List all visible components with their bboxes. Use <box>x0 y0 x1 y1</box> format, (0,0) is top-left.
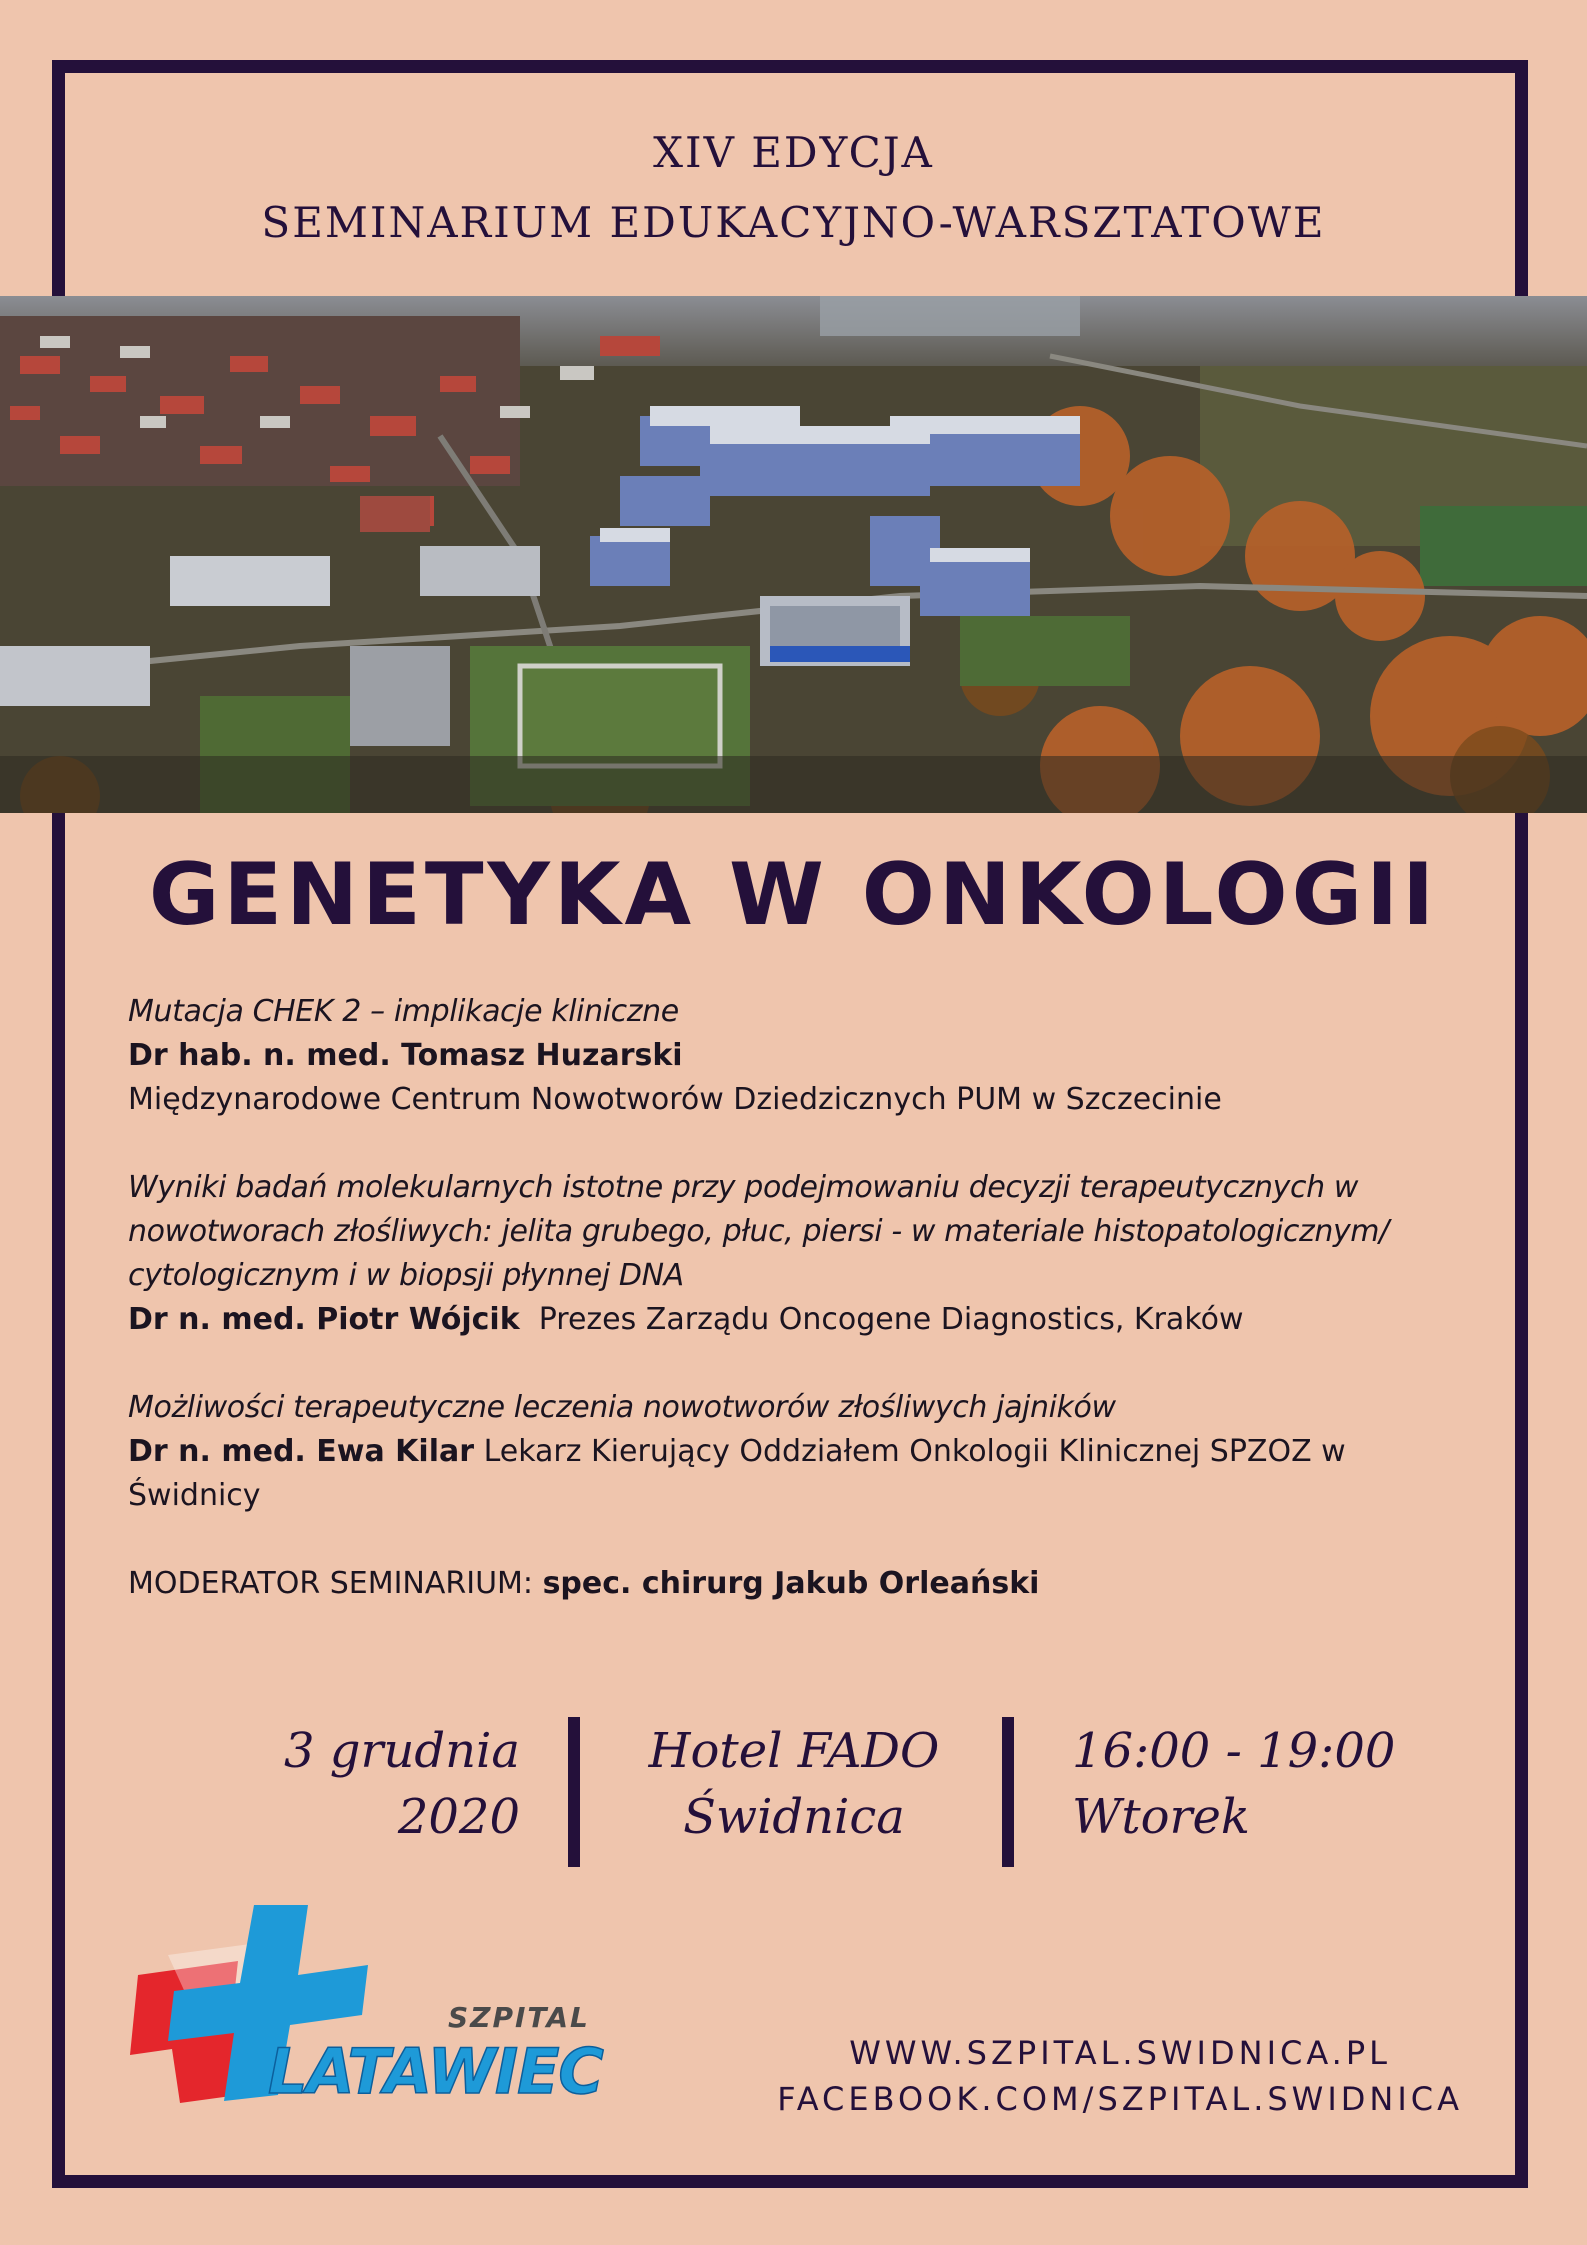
date-day: 3 grudnia <box>284 1723 520 1779</box>
logo-text-main: LATAWIEC <box>268 2035 603 2108</box>
program-content <box>128 990 1478 1606</box>
moderator-name: spec. chirurg Jakub Orleański <box>542 1566 1040 1601</box>
talk-speaker: Dr hab. n. med. Tomasz Huzarski <box>128 1038 683 1073</box>
seminar-title: GENETYKA W ONKOLOGII <box>148 845 1439 945</box>
seminar-type: SEMINARIUM EDUKACYJNO-WARSZTATOWE <box>261 198 1326 247</box>
event-place <box>600 1718 988 1870</box>
talk-speaker: Dr n. med. Ewa Kilar <box>128 1434 475 1469</box>
talk-2 <box>128 1166 1478 1342</box>
date-year: 2020 <box>397 1789 520 1845</box>
place-venue: Hotel FADO <box>648 1723 940 1779</box>
aerial-hospital-photo <box>0 296 1587 813</box>
talk-affiliation: Międzynarodowe Centrum Nowotworów Dziedzicznych PUM w Szczecinie <box>128 1082 1222 1117</box>
moderator-label: MODERATOR SEMINARIUM: <box>128 1566 534 1601</box>
talk-topic: Możliwości terapeutyczne leczenia nowotworów złośliwych jajników <box>128 1390 1116 1425</box>
talk-topic-line: nowotworach złośliwych: jelita grubego, płuc, piersi - w materiale histopatologicznym/ <box>128 1214 1389 1249</box>
logo-text-top: SZPITAL <box>448 2001 590 2034</box>
separator <box>1002 1717 1014 1867</box>
time-hours: 16:00 - 19:00 <box>1072 1723 1396 1779</box>
talk-1 <box>128 990 1478 1122</box>
moderator-line <box>128 1562 1478 1606</box>
talk-speaker: Dr n. med. Piotr Wójcik <box>128 1302 520 1337</box>
talk-3 <box>128 1386 1478 1518</box>
place-city: Świdnica <box>683 1789 905 1845</box>
talk-affiliation: Lekarz Kierujący Oddziałem Onkologii Klinicznej SPZOZ w Świdnicy <box>128 1434 1346 1513</box>
contact-links <box>777 2030 1463 2122</box>
talk-topic-line: cytologicznym i w biopsji płynnej DNA <box>128 1258 684 1293</box>
time-weekday: Wtorek <box>1072 1789 1250 1845</box>
event-date <box>150 1718 520 1870</box>
talk-affiliation: Prezes Zarządu Oncogene Diagnostics, Kraków <box>538 1302 1244 1337</box>
hospital-logo <box>128 1895 668 2135</box>
event-time <box>1072 1718 1472 1870</box>
separator <box>568 1717 580 1867</box>
poster-header <box>0 118 1587 258</box>
talk-topic: Mutacja CHEK 2 – implikacje kliniczne <box>128 994 679 1029</box>
talk-topic-line: Wyniki badań molekularnych istotne przy podejmowaniu decyzji terapeutycznych w <box>128 1170 1358 1205</box>
facebook-link[interactable]: FACEBOOK.COM/SZPITAL.SWIDNICA <box>777 2080 1463 2118</box>
website-link[interactable]: WWW.SZPITAL.SWIDNICA.PL <box>849 2034 1391 2072</box>
edition-label: XIV EDYCJA <box>653 128 934 177</box>
